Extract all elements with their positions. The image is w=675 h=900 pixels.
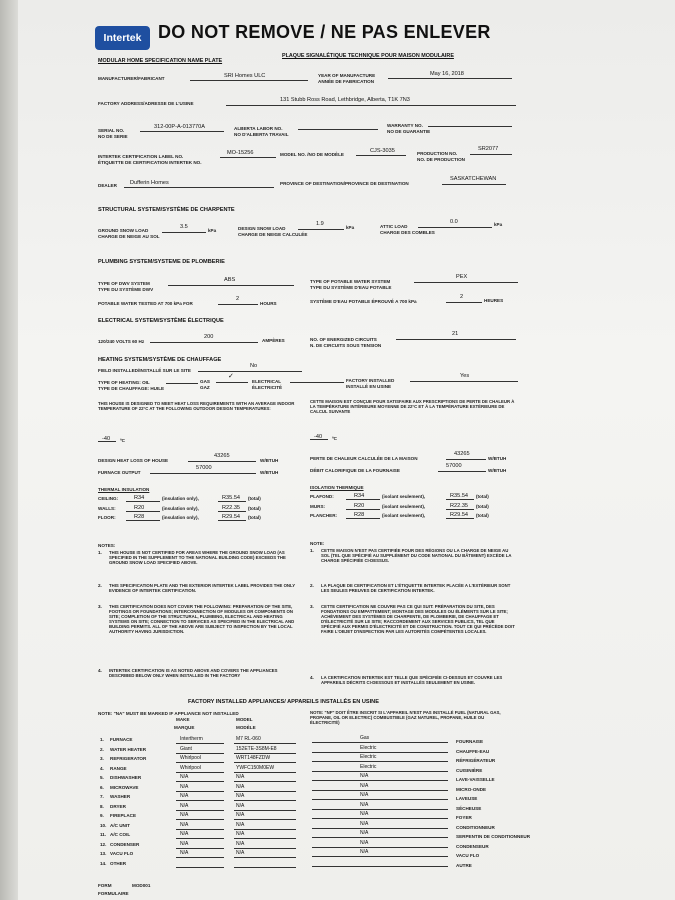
insulation-row-label-fr: PLAFOND:	[310, 494, 334, 499]
manufacturer-value: SRI Homes ULC	[224, 73, 266, 79]
hours-label-fr: HEURES	[484, 298, 504, 303]
appliance-name: REFRIGERATOR	[110, 756, 147, 761]
appliance-fuel: N/A	[360, 782, 369, 789]
appliance-number: 2.	[100, 746, 104, 752]
page-title: DO NOT REMOVE / NE PAS ENLEVER	[158, 22, 491, 42]
appliance-fuel: Electric	[360, 763, 377, 770]
modele-header: MODÈLE	[236, 725, 256, 730]
underline	[176, 867, 224, 868]
appliance-make: N/A	[180, 783, 189, 790]
underline	[126, 501, 160, 502]
note-text-en: THIS SPECIFICATION PLATE AND THE EXTERIOR INTERTEK LABEL PROVIDES THE ONLY EVIDENCE OF INTERTEK CERTIFICATION.	[109, 583, 296, 594]
underline	[234, 819, 296, 820]
appliance-make: N/A	[180, 793, 189, 799]
insulation-total-label-fr: (total)	[476, 513, 489, 518]
insulation-only-label-fr: (isolant seulement),	[382, 513, 426, 518]
underline	[234, 829, 296, 830]
warranty-label: WARRANTY NO.	[387, 123, 423, 128]
insulation-total-value-fr: R22.35	[450, 502, 469, 509]
insulation-total-label-fr: (total)	[476, 494, 489, 499]
formulaire-label: FORMULAIRE	[98, 891, 129, 896]
cert-value: MO-15256	[227, 150, 254, 156]
electrical-heading: ELECTRICAL SYSTEM/SYSTÈME ÉLECTRIQUE	[98, 318, 224, 324]
appliance-name-fr: CHAUFFE-EAU	[456, 748, 490, 754]
appliance-model: N/A	[236, 812, 245, 818]
form-number: MOD001	[132, 883, 151, 888]
appliance-fuel: N/A	[360, 839, 369, 846]
insulation-heading-fr: ISOLATION THERMIQUE	[310, 485, 364, 490]
underline	[176, 810, 224, 811]
underline	[312, 761, 448, 762]
insulation-heading: THERMAL INSULATION	[98, 487, 150, 492]
appliance-name-fr: CONDENSEUR	[456, 843, 489, 849]
appliance-name-fr: AUTRE	[456, 862, 472, 868]
underline	[176, 838, 224, 839]
underline	[234, 800, 296, 801]
underline	[234, 743, 296, 744]
insulation-r-value-fr: R28	[354, 512, 365, 518]
heat-loss-description-fr: CETTE MAISON EST CONÇUE POUR SATISFAIRE AUX PRESCRIPTIONS DE PERTE DE CHALEUR À LA TEMPÉRATURE INTÉRIEURE MOYENNE DE 22°C ET À LA TEMPÉRATURE EXTÉRIEURE DE CALCUL SUIVANTE	[310, 399, 515, 415]
dwv-label-fr: TYPE DU SYSTÈME DWV	[98, 287, 154, 292]
note-number: 3.	[98, 604, 102, 609]
heat-loss-label-fr: PERTE DE CHALEUR CALCULÉE DE LA MAISON	[310, 456, 418, 461]
underline	[176, 848, 224, 849]
insulation-total-label-fr: (total)	[476, 503, 489, 509]
underline	[234, 762, 296, 763]
appliance-name: A/C UNIT	[110, 822, 130, 828]
appliance-make: N/A	[180, 812, 189, 818]
production-label-fr: NO. DE PRODUCTION	[417, 157, 465, 162]
ground-snow-label-fr: CHARGE DE NEIGE AU SOL	[98, 234, 160, 239]
plumbing-heading: PLUMBING SYSTEM/SYSTEME DE PLOMBERIE	[98, 259, 225, 265]
design-snow-label-fr: CHARGE DE NEIGE CALCULÉE	[238, 232, 308, 237]
appliance-number: 9.	[100, 813, 104, 818]
underline	[312, 799, 448, 800]
appliance-fuel: N/A	[360, 830, 369, 836]
appliance-model: N/A	[236, 802, 245, 809]
ground-snow-label: GROUND SNOW LOAD	[98, 228, 149, 233]
insulation-only-label-fr: (isolant seulement),	[382, 494, 426, 499]
potable-label-fr: TYPE DU SYSTÈME D'EAU POTABLE	[310, 285, 392, 290]
serial-value: 312-00P-A-013770A	[154, 124, 206, 130]
insulation-only-label: (insulation only),	[162, 496, 199, 501]
province-label: PROVINCE OF DESTINATION/PROVINCE DE DESTINATION	[280, 181, 409, 186]
year-value: May 16, 2018	[430, 71, 464, 77]
underline	[234, 753, 296, 754]
circuits-value: 21	[452, 331, 459, 337]
appliance-make: N/A	[180, 821, 189, 828]
note-text-en: THIS HOUSE IS NOT CERTIFIED FOR AREAS WHERE THE GROUND SNOW LOAD (AS SPECIFIED IN THE SUPPLEMENT TO THE NATIONAL BUILDING CODE) EXCEEDS THE GROUND SNOW LOAD SPECIFIED ABOVE.	[109, 550, 286, 566]
underline	[234, 867, 296, 868]
insulation-row-label-fr: PLANCHER:	[310, 513, 338, 518]
underline	[312, 809, 448, 810]
furnace-output-value-fr: 57000	[446, 463, 462, 469]
appliance-name-fr: VACU FLO	[456, 853, 480, 858]
appliance-name: DISHWASHER	[110, 775, 142, 780]
appliance-fuel: N/A	[360, 820, 369, 827]
appliance-number: 6.	[100, 784, 104, 790]
notes-heading-en: NOTES:	[98, 543, 116, 548]
appliance-name: A/C COIL	[110, 832, 131, 837]
appliance-make: N/A	[180, 774, 189, 780]
insulation-total-value-fr: R29.54	[450, 512, 469, 518]
appliance-make: N/A	[180, 840, 189, 847]
appliance-name: DRYER	[110, 803, 126, 809]
underline	[126, 511, 160, 512]
note-text-fr: CETTE MAISON N'EST PAS CERTIFIÉE POUR DES RÉGIONS OU LA CHARGE DE NEIGE AU SOL (TEL QUE SPÉCIFIÉ AU SUPPLÉMENT DU CODE NATIONAL DU BÂTIMENT) EXCÈDE LA CHARGE SPÉCIFIÉE CI-DESSUS.	[321, 548, 512, 564]
labor-label: ALBERTA LABOR NO.	[234, 126, 283, 131]
underline	[346, 509, 380, 510]
province-value: SASKATCHEWAN	[450, 176, 497, 182]
note-text-fr: LA PLAQUE DE CERTIFICATION ET L'ÉTIQUETTE INTERTEK PLACÉE A L'EXTÉRIEUR SONT LES SEULES PREUVES DE CERTIFICATION INTERTEK.	[321, 583, 511, 594]
underline	[176, 743, 224, 744]
underline	[312, 866, 448, 867]
make-header: MAKE	[176, 717, 190, 722]
field-installed-value: No	[250, 363, 258, 369]
underline	[312, 771, 448, 772]
temp-unit: ºC	[120, 438, 125, 443]
subtitle-fr: PLAQUE SIGNALÉTIQUE TECHNIQUE POUR MAISON MODULAIRE	[282, 53, 454, 59]
appliance-make: N/A	[180, 831, 189, 837]
production-label: PRODUCTION NO.	[417, 151, 458, 156]
serial-label: SERIAL NO.	[98, 128, 125, 133]
gas-check-icon: ✓	[228, 373, 234, 380]
temp-unit-fr: ºC	[332, 436, 337, 441]
underline	[176, 772, 224, 773]
appliance-name-fr: RÉFRIGÉRATEUR	[456, 758, 496, 763]
underline	[312, 742, 448, 743]
underline	[446, 509, 474, 510]
note-number: 2.	[98, 583, 102, 588]
design-snow-label: DESIGN SNOW LOAD	[238, 226, 286, 231]
appliance-number: 11.	[100, 832, 107, 837]
note-text-fr: LA CERTIFICATION INTERTEK EST TELLE QUE SPÉCIFIÉE CI-DESSUS ET COUVRE LES APPAREILS DÉCRITS CI-DESSOUS ET INSTALLÉS SEULEMENT EN USINE.	[321, 675, 503, 686]
outdoor-temp-value-fr: -40	[314, 434, 323, 440]
model-value: CJS-3035	[370, 148, 395, 154]
furnace-output-label: FURNACE OUTPUT	[98, 470, 141, 475]
appliances-heading: FACTORY INSTALLED APPLIANCES/ APPAREILS INSTALLÉS EN USINE	[188, 699, 379, 705]
underline	[218, 520, 246, 521]
appliance-make: Whirlpool	[180, 764, 201, 771]
underline	[234, 810, 296, 811]
appliance-make: Giant	[180, 745, 192, 752]
underline	[234, 857, 296, 858]
furnace-output-label-fr: DÉBIT CALORIFIQUE DE LA FOURNAISE	[310, 468, 400, 473]
electrical-heat-label: ELECTRICAL	[252, 379, 282, 384]
dealer-label: DEALER	[98, 183, 117, 188]
underline	[312, 790, 448, 791]
kpa-unit-3: kPa	[494, 222, 503, 227]
insulation-total-value: R29.54	[222, 514, 241, 520]
appliance-number: 12.	[100, 841, 107, 847]
factory-installed-value: Yes	[460, 373, 470, 379]
heating-heading: HEATING SYSTEM/SYSTÈME DE CHAUFFAGE	[98, 357, 222, 363]
appliance-name-fr: CUISINIÈRE	[456, 767, 483, 773]
appliance-number: 10.	[100, 822, 107, 828]
heating-type-label-fr: TYPE DE CHAUFFAGE: HUILE	[98, 386, 165, 391]
insulation-row-label: CEILING:	[98, 496, 119, 501]
kpa-unit-2: kPa	[346, 225, 355, 230]
underline	[234, 791, 296, 792]
structural-heading: STRUCTURAL SYSTEM/SYSTÈME DE CHARPENTE	[98, 207, 235, 213]
appliance-model: N/A	[236, 783, 245, 790]
appliance-model: N/A	[236, 850, 245, 856]
kpa-unit-1: kPa	[208, 228, 217, 233]
appliance-fuel: N/A	[360, 849, 369, 855]
tested-label: POTABLE WATER TESTED AT 700 kPa FOR	[98, 301, 193, 306]
note-number-fr: 4.	[310, 675, 314, 680]
appliance-fuel: Electric	[360, 754, 377, 760]
intertek-logo: Intertek	[95, 26, 150, 50]
cert-label: INTERTEK CERTIFICATION LABEL NO.	[98, 154, 184, 159]
note-text-en: INTERTEK CERTIFICATION IS AS NOTED ABOVE AND COVERS THE APPLIANCES DESCRIBED BELOW ONLY WHEN INSTALLED IN THE FACTORY	[109, 668, 278, 679]
serial-label-fr: NO DE SERIE	[98, 134, 128, 139]
dwv-label: TYPE OF DWV SYSTEM	[98, 281, 150, 286]
appliance-name: CONDENSER	[110, 841, 140, 847]
volts-label: 120/240 VOLTS 60 Hz	[98, 339, 145, 344]
heat-loss-value-fr: 43265	[454, 451, 470, 457]
underline	[176, 791, 224, 792]
appliance-name-fr: LAVEUSE	[456, 796, 478, 801]
appliance-name: FURNACE	[110, 737, 133, 742]
hours-label: HOURS	[260, 301, 277, 306]
appliance-make: Intertherm	[180, 736, 203, 742]
insulation-r-value-fr: R34	[354, 493, 365, 499]
appliance-fuel: N/A	[360, 792, 369, 798]
appliance-model: M7 RL-060	[236, 736, 261, 742]
appliance-fuel: Gas	[360, 735, 370, 741]
underline	[312, 837, 448, 838]
insulation-r-value: R20	[134, 504, 145, 511]
underline	[234, 848, 296, 849]
tested-label-fr: SYSTÈME D'EAU POTABLE ÉPROUVÉ A 700 kPa	[310, 299, 417, 304]
appliance-make: N/A	[180, 850, 189, 856]
heat-loss-unit-fr: W/BTUH	[488, 456, 507, 461]
appliance-name: OTHER	[110, 860, 127, 866]
appliance-model: WRT148FZDW	[236, 755, 271, 761]
underline	[218, 511, 246, 512]
underline	[176, 829, 224, 830]
circuits-label-fr: N. DE CIRCUITS SOUS TENSION	[310, 343, 382, 348]
insulation-row-label-fr: MURS:	[310, 503, 326, 509]
appliances-note-fr: NOTE: "NF" DOIT ÊTRE INSCRIT SI L'APPAREIL N'EST PAS INSTALLÉ FUEL (NATURAL GAS, PROPANE, OIL OR ELECTRIC) COMBUSTIBLE (GAZ NATUREL, PROPANE, HUILE OU ÉLECTRICITÉ)	[310, 710, 501, 726]
appliances-note-en: NOTE: "NA" MUST BE MARKED IF APPLIANCE NOT INSTALLED	[98, 711, 239, 716]
underline	[176, 800, 224, 801]
manufacturer-label: MANUFACTURER/FABRICANT	[98, 76, 165, 81]
insulation-row-label: FLOOR:	[98, 515, 116, 520]
appliance-number: 4.	[100, 765, 104, 771]
appliance-model: N/A	[236, 821, 245, 828]
underline	[346, 499, 380, 500]
underline	[312, 828, 448, 829]
appliance-name: WASHER	[110, 794, 131, 799]
appliance-fuel: N/A	[360, 811, 369, 817]
insulation-total-value: R35.54	[222, 495, 241, 501]
labor-label-fr: NO D'ALBERTA TRAVAIL	[234, 132, 289, 137]
address-value: 131 Stubb Ross Road, Lethbridge, Alberta, T1K 7N3	[280, 97, 410, 103]
year-label: YEAR OF MANUFACTURE	[318, 73, 376, 78]
dealer-value: Dufferin Homes	[130, 180, 169, 186]
appliance-number: 8.	[100, 803, 104, 809]
note-number-fr: 2.	[310, 583, 314, 588]
underline	[176, 857, 224, 858]
underline	[176, 753, 224, 754]
appliance-name: FIREPLACE	[110, 813, 137, 818]
dwv-value: ABS	[224, 277, 236, 283]
insulation-row-label: WALLS:	[98, 505, 116, 511]
appliance-name-fr: FOURNAISE	[456, 739, 484, 744]
underline	[234, 772, 296, 773]
attic-label-fr: CHARGE DES COMBLES	[380, 230, 435, 235]
appliance-number: 13.	[100, 851, 107, 856]
appliance-model: N/A	[236, 831, 245, 837]
amps-label: AMPÈRES	[262, 338, 285, 343]
circuits-label: NO. OF ENERGIZED CIRCUITS	[310, 337, 377, 342]
underline	[312, 856, 448, 857]
appliance-make: N/A	[180, 802, 189, 809]
ground-snow-value: 3.5	[180, 224, 188, 230]
appliance-name: WATER HEATER	[110, 746, 147, 752]
furnace-output-unit-fr: W/BTUH	[488, 468, 507, 473]
potable-value: PEX	[456, 274, 468, 280]
subtitle-en: MODULAR HOME SPECIFICATION NAME PLATE	[98, 58, 223, 64]
underline	[446, 499, 474, 500]
cert-label-fr: ÉTIQUETTE DE CERTIFICATION INTERTEK NO.	[98, 160, 202, 165]
outdoor-temp-value: -40	[102, 436, 111, 442]
heat-loss-value: 43265	[214, 453, 230, 459]
insulation-total-label: (total)	[248, 505, 261, 511]
address-label: FACTORY ADDRESS/ADRESSE DE L'USINE	[98, 101, 194, 106]
form-label: FORM	[98, 883, 112, 888]
underline	[234, 838, 296, 839]
production-value: SR2077	[478, 146, 499, 152]
factory-installed-label: FACTORY INSTALLED	[346, 378, 395, 383]
appliance-name: MICROWAVE	[110, 784, 139, 790]
insulation-total-label: (total)	[248, 496, 261, 501]
appliance-fuel: N/A	[360, 801, 369, 808]
year-label-fr: ANNÉE DE FABRICATION	[318, 79, 375, 84]
underline	[312, 818, 448, 819]
tested-value: 2	[236, 296, 240, 302]
design-snow-value: 1.9	[316, 221, 324, 227]
underline	[312, 752, 448, 753]
note-number: 1.	[98, 550, 102, 555]
field-installed-label: FIELD INSTALLED/INSTALLÉ SUR LE SITE	[98, 368, 191, 373]
model-header: MODEL	[236, 717, 253, 722]
attic-label: ATTIC LOAD	[380, 224, 408, 229]
installe-usine-label: INSTALLÉ EN USINE	[346, 384, 392, 389]
insulation-r-value: R28	[134, 514, 145, 520]
appliance-make: Whirlpool	[180, 755, 201, 761]
insulation-total-label: (total)	[248, 515, 261, 520]
insulation-only-label-fr: (isolant seulement),	[382, 503, 426, 509]
note-number-fr: 1.	[310, 548, 314, 553]
model-label: MODEL NO. /NO DE MODÈLE	[280, 152, 344, 157]
appliance-name-fr: SERPENTIN DE CONDITIONNEUR	[456, 834, 531, 839]
underline	[176, 819, 224, 820]
appliance-number: 7.	[100, 794, 104, 799]
appliance-number: 1.	[100, 737, 104, 742]
notes-heading-fr: NOTE:	[310, 541, 325, 546]
insulation-only-label: (insulation only),	[162, 505, 199, 511]
appliance-model: N/A	[236, 793, 245, 799]
appliance-number: 3.	[100, 756, 104, 761]
appliance-model: 152ETE-3S8M-E8	[236, 745, 277, 752]
underline	[176, 781, 224, 782]
warranty-label-fr: NO DE GUARANTIE	[387, 129, 431, 134]
underline	[218, 501, 246, 502]
underline	[312, 847, 448, 848]
note-number: 4.	[98, 668, 102, 673]
amps-value: 200	[204, 334, 214, 340]
note-text-en: THIS CERTIFICATION DOES NOT COVER THE FOLLOWING: PREPARATION OF THE SITE, FOOTINGS OR FOUNDATIONS; INTERCONNECTION OF MODULES OR COMPONENTS ON SITE; COMPLETION OF THE STRUCTURAL, PLUMBING, ELECTRICAL AND HEATING SYSTEMS ON SITE; CONNECTION TO SERVICES AS SPECIFIED IN THE ELECTRICAL AND BUILDING PERMITS. ALL OF THE ABOVE ARE SUBJECT TO INSPECTION BY THE LOCAL AUTHORITY HAVING JURISDICTION.	[109, 604, 295, 635]
appliance-number: 14.	[100, 860, 107, 866]
furnace-output-value: 57000	[196, 465, 212, 471]
gas-label: GAS	[200, 379, 210, 384]
insulation-r-value: R34	[134, 495, 145, 501]
appliance-model: N/A	[236, 840, 245, 847]
underline	[446, 518, 474, 519]
underline	[126, 520, 160, 521]
insulation-only-label: (insulation only),	[162, 515, 199, 520]
electricite-label: ÉLECTRICITÉ	[252, 385, 283, 390]
appliance-name-fr: MICRO-ONDE	[456, 786, 487, 792]
underline	[176, 762, 224, 763]
appliance-name-fr: FOYER	[456, 815, 472, 820]
underline	[346, 518, 380, 519]
appliance-fuel: Electric	[360, 744, 377, 751]
appliance-number: 5.	[100, 775, 104, 780]
appliance-name-fr: SÉCHEUSE	[456, 805, 482, 811]
note-number-fr: 3.	[310, 604, 314, 609]
note-text-fr: CETTE CERTIFICATION NE COUVRE PAS CE QUI SUIT: PRÉPARATION DU SITE, DES FONDATIONS OU EMPATTEMENT; MONTAGE DES MODULES OU ÉLÉMENTS SUR LE SITE; ACHÈVEMENT DES SYSTÈMES DE CHARPENTE, DE PLOMBERIE, DE CHAUFFAGE ET D'ÉLECTRICITÉ SUR LE SITE; RACCORDEMENT AUX SERVICES PUBLICS, TEL QUE SPÉCIFIÉ AUX PERMIS D'ÉLECTRICITÉ ET DE CONSTRUCTION. TOUT CE QUI PRÉCÈDE DOIT FAIRE L'OBJET D'INSPECTION PAR LES AUTORITÉS COMPÉTENTES LOCALES.	[321, 604, 515, 635]
heat-loss-unit: W/BTUH	[260, 458, 279, 463]
heating-type-label: TYPE OF HEATING: OIL	[98, 380, 150, 385]
furnace-output-unit: W/BTUH	[260, 470, 279, 475]
underline	[312, 780, 448, 781]
appliance-name: RANGE	[110, 765, 127, 771]
insulation-total-value: R22.35	[222, 504, 241, 511]
insulation-r-value-fr: R20	[354, 502, 365, 509]
appliance-model: N/A	[236, 774, 245, 780]
attic-value: 0.0	[450, 219, 458, 225]
page-edge-shadow	[0, 0, 18, 900]
tested-value-fr: 2	[460, 294, 464, 300]
heat-loss-description-en: THIS HOUSE IS DESIGNED TO MEET HEAT LOSS REQUIREMENTS WITH AN AVERAGE INDOOR TEMPERATURE OF 22°C AT THE FOLLOWING OUTDOOR DESIGN TEMPERATURES:	[98, 401, 295, 412]
underline	[234, 781, 296, 782]
appliance-name-fr: CONDITIONNEUR	[456, 824, 495, 830]
appliance-name-fr: LAVE-VAISSELLE	[456, 777, 495, 782]
appliance-name: VACU FLO	[110, 851, 134, 856]
gaz-label: GAZ	[200, 385, 210, 390]
potable-label: TYPE OF POTABLE WATER SYSTEM	[310, 279, 391, 284]
insulation-total-value-fr: R35.54	[450, 493, 469, 499]
appliance-model: YWFC150M0EW	[236, 764, 275, 771]
appliance-fuel: N/A	[360, 773, 369, 779]
marque-header: MARQUE	[174, 725, 195, 730]
heat-loss-label: DESIGN HEAT LOSS OF HOUSE	[98, 458, 169, 463]
